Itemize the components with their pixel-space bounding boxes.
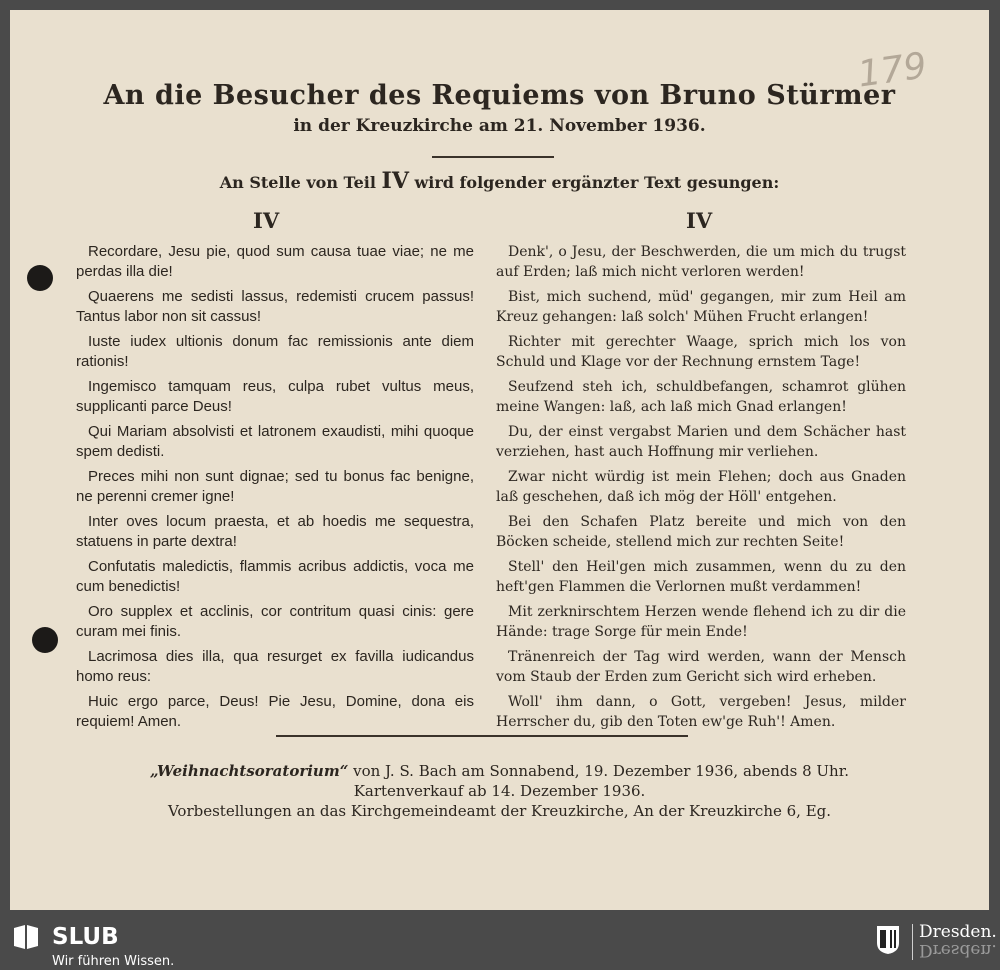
slub-name[interactable]: SLUB <box>52 924 119 950</box>
library-bar <box>0 920 1000 970</box>
instruction-line <box>10 168 989 194</box>
instruction-part: IV <box>381 168 409 194</box>
german-stanza: Zwar nicht würdig ist mein Flehen; doch aus Gnaden laß geschehen, daß ich mög der Höll' entgehen. <box>496 469 906 505</box>
latin-stanza: Quaerens me sedisti lassus, redemisti crucem passus! Tantus labor non sit cassus! <box>76 288 474 325</box>
document-subtitle: in der Kreuzkirche am 21. November 1936. <box>293 116 706 136</box>
instruction-after: wird folgender ergänzter Text gesungen: <box>414 173 780 192</box>
latin-stanza: Inter oves locum praesta, et ab hoedis me sequestra, statuens in parte dextra! <box>76 513 474 550</box>
latin-stanza: Confutatis maledictis, flammis acribus addictis, voca me cum benedictis! <box>76 558 474 595</box>
footer-concert-details: von J. S. Bach am Sonnabend, 19. Dezember 1936, abends 8 Uhr. <box>353 762 850 780</box>
dresden-crest-icon[interactable] <box>876 925 900 955</box>
latin-stanza: Oro supplex et acclinis, cor contritum quasi cinis: gere curam mei finis. <box>76 603 474 640</box>
german-stanza: Woll' ihm dann, o Gott, vergeben! Jesus, milder Herrscher du, gib den Toten ew'ge Ruh'! Amen. <box>496 694 906 730</box>
german-stanza: Stell' den Heil'gen mich zusammen, wenn du zu den heft'gen Flammen die Verlornen mußt verdammen! <box>496 559 906 595</box>
punch-hole <box>27 265 53 291</box>
german-stanza: Du, der einst vergabst Marien und dem Schächer hast verziehen, hast auch Hoffnung mir verliehen. <box>496 424 906 460</box>
german-stanza: Denk', o Jesu, der Beschwerden, die um mich du trugst auf Erden; laß mich nicht verloren werden! <box>496 244 906 280</box>
latin-column <box>76 242 474 737</box>
divider-rule <box>276 735 688 737</box>
dresden-mirror: Dresden. <box>919 940 997 960</box>
footer-oratorio-title: „Weihnachtsoratorium“ <box>149 762 349 780</box>
slub-tagline: Wir führen Wissen. <box>52 954 175 969</box>
german-stanza: Bei den Schafen Platz bereite und mich von den Böcken scheide, stellend mich zur rechten Seite! <box>496 514 906 550</box>
footer-ticket-line: Kartenverkauf ab 14. Dezember 1936. <box>353 782 646 800</box>
archive-number: 179 <box>855 45 930 96</box>
punch-hole <box>32 627 58 653</box>
german-stanza: Mit zerknirschtem Herzen wende flehend ich zu dir die Hände: trage Sorge für mein Ende! <box>496 604 906 640</box>
german-heading: IV <box>686 208 713 233</box>
slub-logo-icon[interactable] <box>12 924 40 950</box>
latin-stanza: Preces mihi non sunt dignae; sed tu bonus fac benigne, ne perenni cremer igne! <box>76 468 474 505</box>
german-column <box>496 242 906 737</box>
german-stanza: Tränenreich der Tag wird werden, wann der Mensch vom Staub der Erden zum Gericht sich wird erheben. <box>496 649 906 685</box>
instruction-before: An Stelle von Teil <box>219 173 376 192</box>
latin-heading: IV <box>253 208 280 233</box>
german-stanza: Richter mit gerechter Waage, sprich mich los von Schuld und Klage vor der Rechnung ernstem Tage! <box>496 334 906 370</box>
german-stanza: Bist, mich suchend, müd' gegangen, mir zum Heil am Kreuz gehangen: laß solch' Mühen Frucht erlangen! <box>496 289 906 325</box>
footer-concert-line <box>10 762 989 780</box>
divider-rule <box>432 156 554 158</box>
latin-stanza: Lacrimosa dies illa, qua resurget ex favilla iudicandus homo reus: <box>76 648 474 685</box>
document-sheet <box>10 10 989 910</box>
latin-stanza: Ingemisco tamquam reus, culpa rubet vultus meus, supplicanti parce Deus! <box>76 378 474 415</box>
german-stanza: Seufzend steh ich, schuldbefangen, schamrot glühen meine Wangen: laß, ach laß mich Gnad erlangen! <box>496 379 906 415</box>
latin-stanza: Huic ergo parce, Deus! Pie Jesu, Domine, dona eis requiem! Amen. <box>76 693 474 730</box>
dresden-name[interactable]: Dresden. <box>919 922 997 942</box>
latin-stanza: Recordare, Jesu pie, quod sum causa tuae viae; ne me perdas illa die! <box>76 243 474 280</box>
footer-booking-line: Vorbestellungen an das Kirchgemeindeamt der Kreuzkirche, An der Kreuzkirche 6, Eg. <box>167 802 832 820</box>
divider-rule <box>912 924 913 960</box>
latin-stanza: Iuste iudex ultionis donum fac remissionis ante diem rationis! <box>76 333 474 370</box>
latin-stanza: Qui Mariam absolvisti et latronem exaudisti, mihi quoque spem dedisti. <box>76 423 474 460</box>
document-title: An die Besucher des Requiems von Bruno Stürmer <box>103 80 896 111</box>
